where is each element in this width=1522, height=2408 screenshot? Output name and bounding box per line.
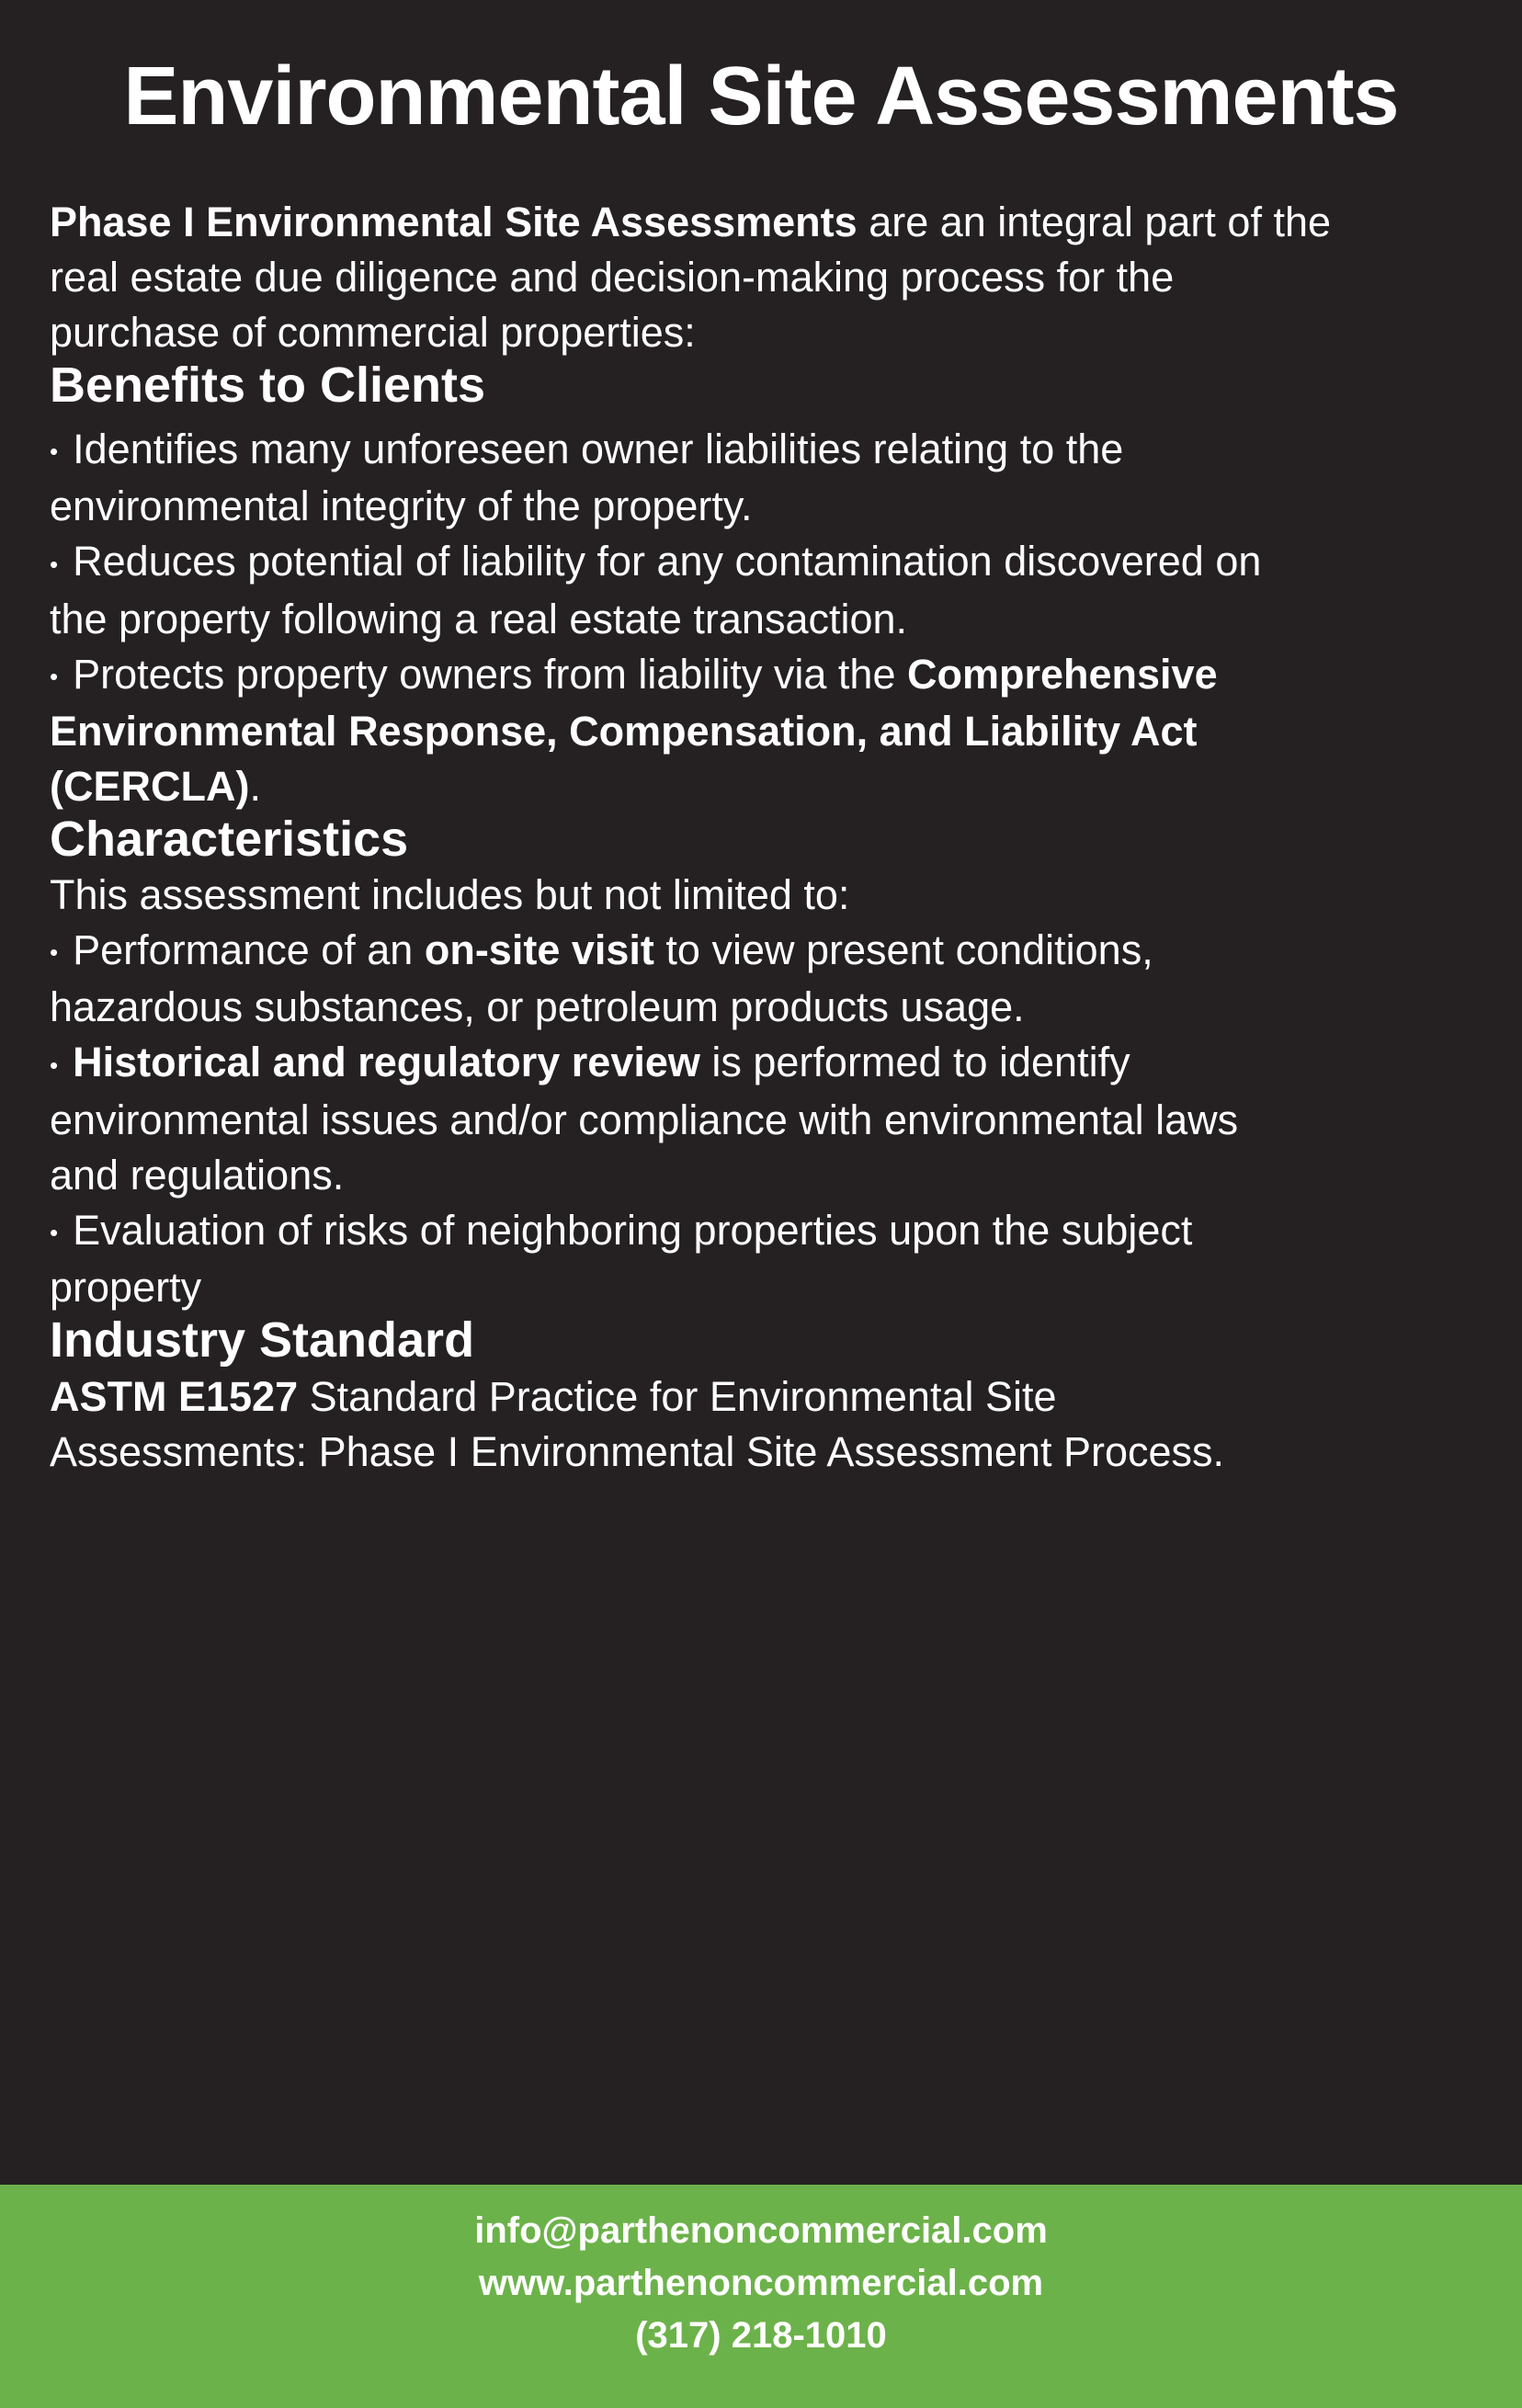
text-line: hazardous substances, or petroleum products usage. [50,983,1025,1031]
contact-phone: (317) 218-1010 [635,2315,887,2356]
text-line: This assessment includes but not limited to: [50,871,850,919]
text-line: and regulations. [50,1151,345,1198]
text-line: environmental integrity of the property. [50,483,753,530]
bullet-icon: • [50,938,59,967]
text-segment-bold: Comprehensive [907,650,1218,698]
text-segment: are an integral part of the [857,199,1332,245]
text-line: property [50,1264,202,1312]
text-segment: to view present conditions, [653,926,1153,974]
text-segment-bold: (CERCLA) [50,763,250,811]
text-segment-bold: on-site visit [424,926,654,974]
bullet-line [50,1035,1472,1092]
bullet-line [50,422,1472,479]
text-line: the property following a real estate transaction. [50,595,908,642]
text-segment: Identifies many unforeseen owner liabilities relating to the [73,426,1124,472]
bullet-line [50,923,1472,980]
intro-paragraph [50,195,1472,360]
text-segment-bold: Historical and regulatory review [73,1039,700,1086]
contact-email: info@parthenoncommercial.com [474,2210,1048,2251]
text-line [50,1369,1472,1425]
bullet-line [50,1203,1472,1260]
bullet-line [50,647,1472,704]
characteristics-heading: Characteristics [50,812,409,868]
text-segment-bold: ASTM E1527 [50,1373,299,1421]
contact-website: www.parthenoncommercial.com [478,2263,1044,2303]
contact-footer [0,2185,1522,2408]
industry-standard-heading: Industry Standard [50,1312,475,1369]
benefits-heading: Benefits to Clients [50,358,486,413]
text-line: Environmental Response, Compensation, and Liability Act [50,708,1198,755]
text-line: environmental issues and/or compliance with environmental laws [50,1096,1239,1143]
characteristics-list [50,868,1472,1315]
text-line: Assessments: Phase I Environmental Site Assessment Process. [50,1428,1225,1476]
text-line: purchase of commercial properties: [50,309,696,356]
text-segment-bold: Phase I Environmental Site Assessments [50,199,858,245]
text-line: real estate due diligence and decision-making process for the [50,254,1175,301]
text-line [50,759,1472,814]
bullet-icon: • [50,663,59,691]
bullet-icon: • [50,550,59,578]
bullet-line [50,534,1472,591]
text-segment: Standard Practice for Environmental Site [298,1373,1057,1421]
industry-standard-paragraph [50,1369,1472,1480]
benefits-list [50,422,1472,814]
text-segment: Performance of an [73,926,425,974]
bullet-icon: • [50,1051,59,1079]
text-segment: . [249,763,261,811]
text-segment: Evaluation of risks of neighboring properties upon the subject [73,1206,1193,1254]
text-segment: Reduces potential of liability for any contamination discovered on [73,538,1262,585]
bullet-icon: • [50,437,59,466]
flyer-content [0,51,1522,1480]
text-line [50,195,1472,250]
page-title: Environmental Site Assessments [123,51,1399,142]
text-segment: Protects property owners from liability via the [73,650,907,698]
text-segment: is performed to identify [699,1039,1130,1086]
bullet-icon: • [50,1219,59,1247]
